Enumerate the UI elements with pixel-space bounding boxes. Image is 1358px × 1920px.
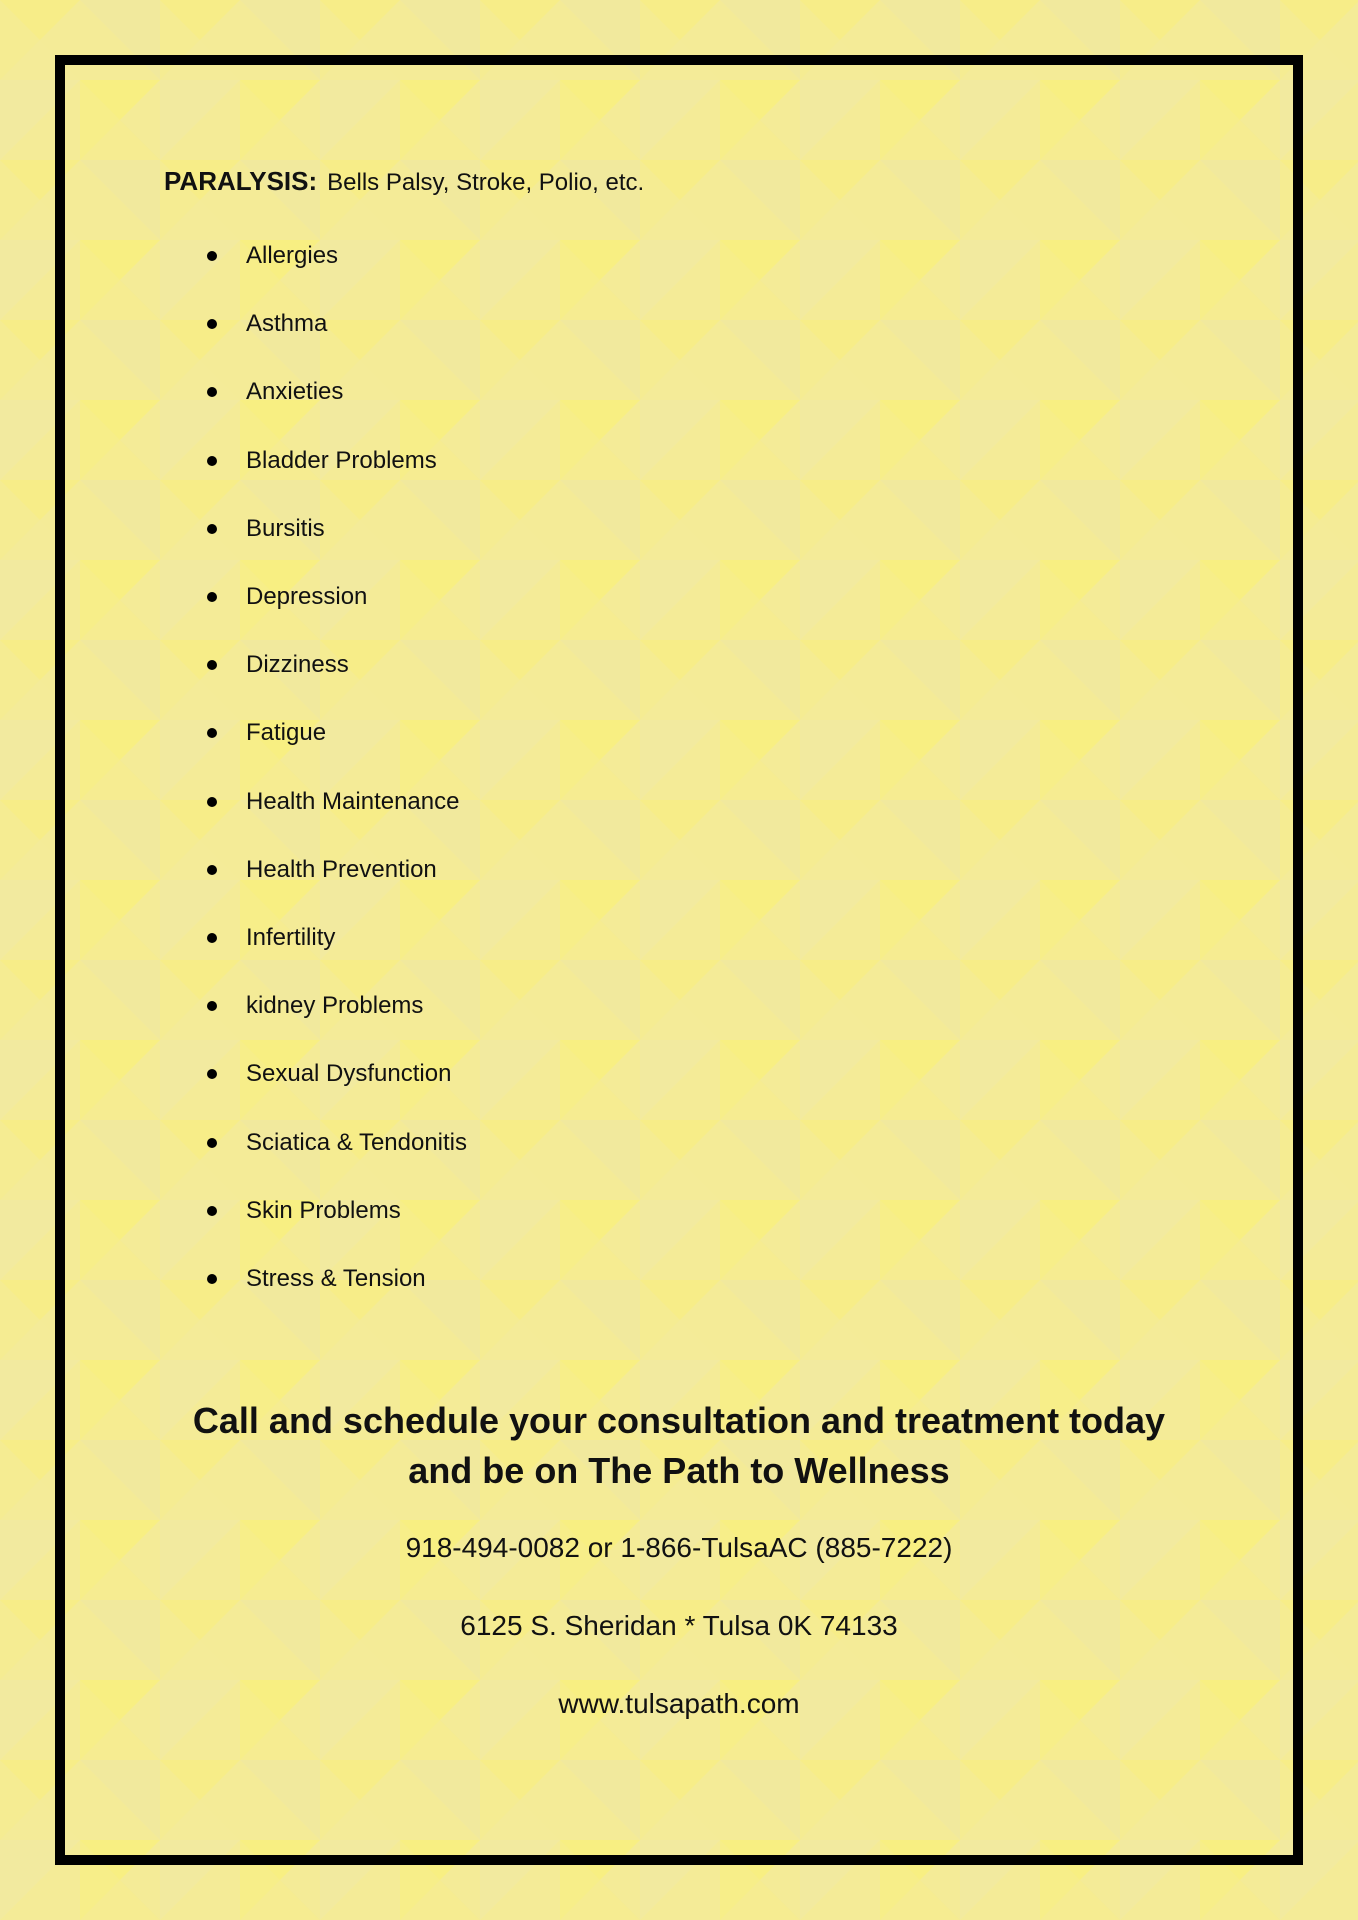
condition-label: kidney Problems [246, 992, 424, 1020]
bullet-icon [207, 319, 217, 329]
bullet-icon [207, 1274, 217, 1284]
condition-label: Fatigue [246, 719, 327, 747]
cta-line-1: Call and schedule your consultation and treatment today [192, 1400, 1166, 1441]
bullet-icon [207, 387, 217, 397]
bullet-icon [207, 524, 217, 534]
condition-label: Allergies [246, 242, 339, 269]
bullet-icon [207, 592, 217, 602]
bullet-icon [207, 865, 217, 875]
bullet-icon [207, 797, 217, 807]
condition-label: Infertility [246, 924, 336, 951]
paralysis-heading [164, 166, 644, 197]
bullet-icon [207, 933, 217, 943]
paralysis-label: PARALYSIS: [164, 166, 318, 196]
bullet-icon [207, 1138, 217, 1148]
call-to-action [100, 1396, 1258, 1496]
bullet-icon [207, 1001, 217, 1011]
condition-label: Sciatica & Tendonitis [246, 1128, 468, 1156]
condition-label: Depression [246, 583, 368, 610]
bullet-icon [207, 251, 217, 261]
cta-line-2: and be on The Path to Wellness [408, 1450, 950, 1491]
condition-label: Skin Problems [246, 1196, 401, 1224]
address: 6125 S. Sheridan * Tulsa 0K 74133 [460, 1610, 898, 1641]
phone-number: 918-494-0082 or 1-866-TulsaAC (885-7222) [405, 1532, 953, 1563]
bullet-icon [207, 728, 217, 738]
condition-label: Health Maintenance [246, 787, 460, 815]
paralysis-description: Bells Palsy, Stroke, Polio, etc. [327, 169, 645, 196]
condition-label: Bursitis [246, 514, 325, 542]
website-link[interactable]: www.tulsapath.com [558, 1688, 800, 1719]
condition-label: Anxieties [246, 378, 344, 406]
condition-label: Dizziness [246, 651, 349, 679]
bullet-icon [207, 1206, 217, 1216]
condition-label: Stress & Tension [246, 1265, 426, 1292]
condition-label: Asthma [246, 310, 328, 338]
condition-label: Sexual Dysfunction [246, 1060, 452, 1088]
condition-label: Bladder Problems [246, 446, 437, 474]
bullet-icon [207, 1069, 217, 1079]
bullet-icon [207, 456, 217, 466]
bullet-icon [207, 660, 217, 670]
condition-label: Health Prevention [246, 855, 437, 883]
